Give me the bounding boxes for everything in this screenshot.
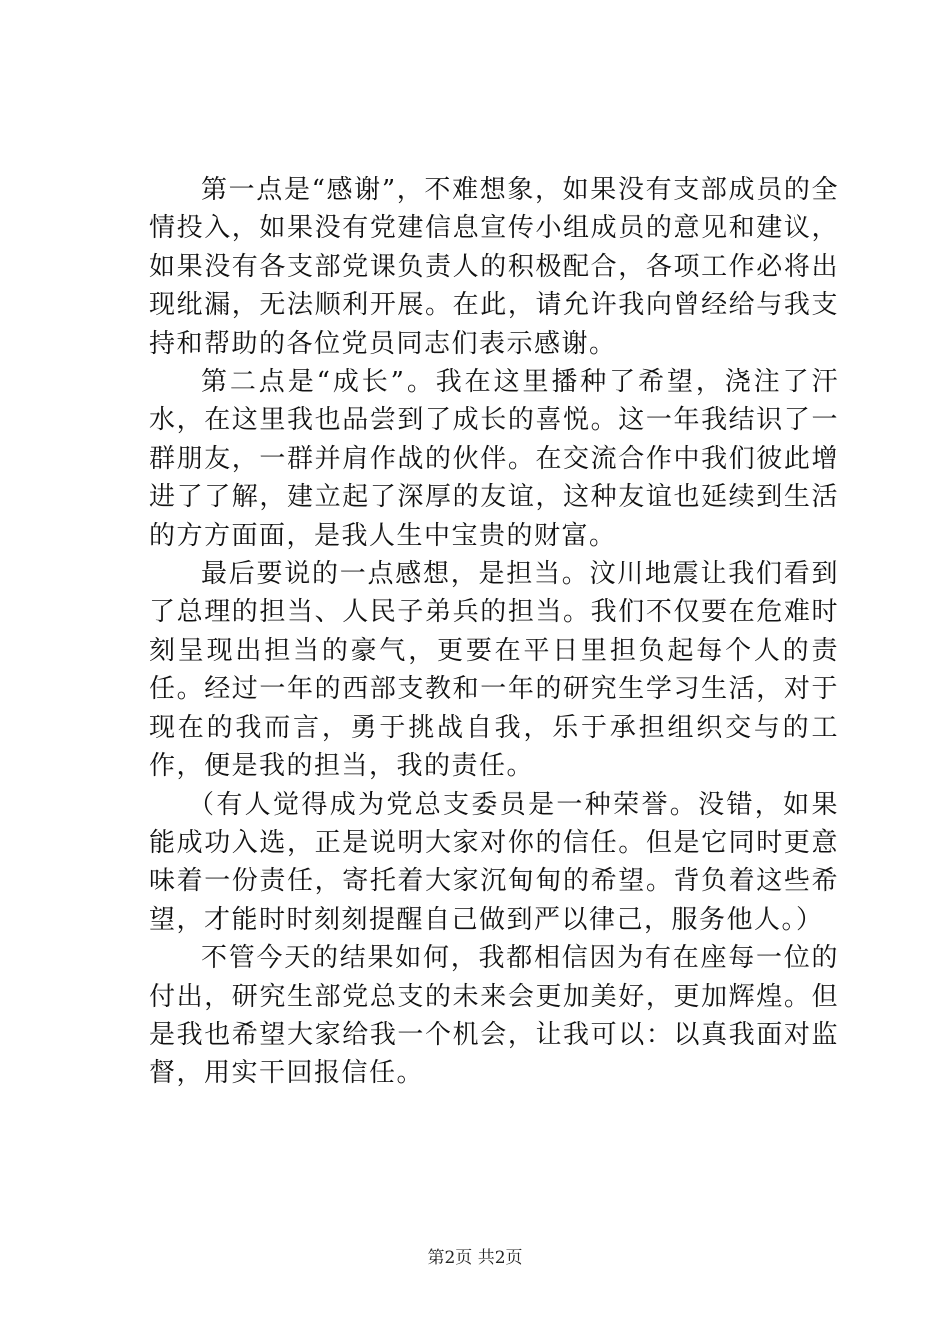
paragraph-parenthetical: （有人觉得成为党总支委员是一种荣誉。没错，如果能成功入选，正是说明大家对你的信任。但是它同时更意味着一份责任，寄托着大家沉甸甸的希望。背负着这些希望，才能时时刻刻提醒自己做到严以律己，服务他人。） <box>149 789 839 935</box>
paragraph-responsibility: 最后要说的一点感想，是担当。汶川地震让我们看到了总理的担当、人民子弟兵的担当。我们不仅要在危难时刻呈现出担当的豪气，更要在平日里担负起每个人的责任。经过一年的西部支教和一年的研究生学习生活，对于现在的我而言，勇于挑战自我，乐于承担组织交与的工作，便是我的担当，我的责任。 <box>149 559 839 782</box>
paragraph-closing: 不管今天的结果如何，我都相信因为有在座每一位的付出，研究生部党总支的未来会更加美好，更加辉煌。但是我也希望大家给我一个机会，让我可以：以真我面对监督，用实干回报信任。 <box>149 943 839 1089</box>
paragraph-gratitude: 第一点是“感谢”，不难想象，如果没有支部成员的全情投入，如果没有党建信息宣传小组成员的意见和建议，如果没有各支部党课负责人的积极配合，各项工作必将出现纰漏，无法顺利开展。在此，请允许我向曾经给与我支持和帮助的各位党员同志们表示感谢。 <box>149 175 839 359</box>
page-footer <box>0 1243 950 1268</box>
page-number-label: 第2页 共2页 <box>427 1248 523 1268</box>
paragraph-growth: 第二点是“成长”。我在这里播种了希望，浇注了汗水，在这里我也品尝到了成长的喜悦。这一年我结识了一群朋友，一群并肩作战的伙伴。在交流合作中我们彼此增进了了解，建立起了深厚的友谊，这种友谊也延续到生活的方方面面，是我人生中宝贵的财富。 <box>149 367 839 551</box>
document-body <box>149 171 839 1093</box>
